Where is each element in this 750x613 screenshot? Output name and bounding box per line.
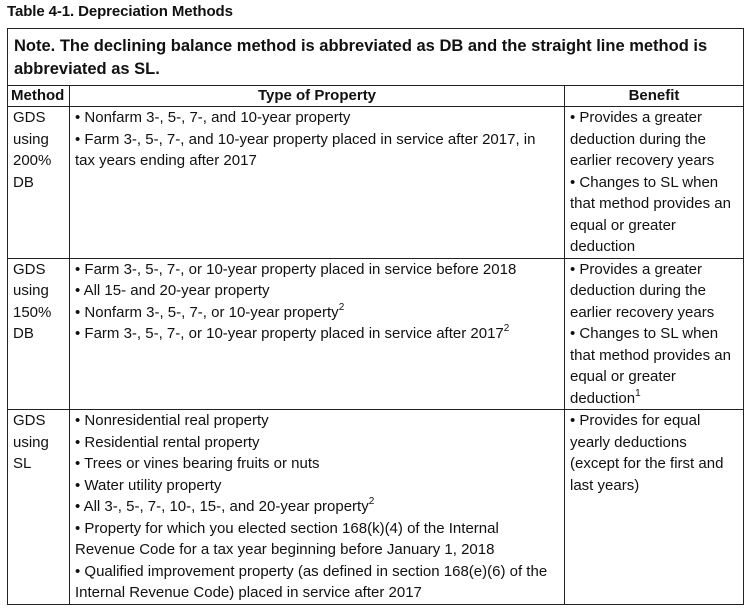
table-row <box>8 107 744 259</box>
method-cell: GDS using 200% DB <box>8 107 70 259</box>
type-item: • Farm 3-, 5-, 7-, or 10-year property placed in service after 2017$^2$ <box>75 323 510 342</box>
table-caption: Table 4-1. Depreciation Methods <box>7 3 233 20</box>
benefit-item: • Provides for equal yearly deductions (except for the first and last years) <box>570 412 724 494</box>
benefit-item: • Changes to SL when that method provides an equal or greater deduction <box>570 173 731 255</box>
type-cell <box>70 258 565 410</box>
method-cell: GDS using SL <box>8 410 70 605</box>
benefit-cell <box>565 258 744 410</box>
footnote-ref: 2 <box>338 301 345 313</box>
table-note: Note. The declining balance method is abbreviated as DB and the straight line method is abbreviated as SL. <box>8 29 744 86</box>
header-benefit: Benefit <box>565 86 744 107</box>
table-row <box>8 410 744 605</box>
header-type-of-property: Type of Property <box>70 86 565 107</box>
header-method: Method <box>8 86 70 107</box>
footnote-ref: 1 <box>635 387 641 399</box>
header-row <box>8 86 744 107</box>
type-item: • Qualified improvement property (as defined in section 168(e)(6) of the Internal Revenue Code) placed in service after 2017 <box>75 562 548 601</box>
table-row <box>8 258 744 410</box>
type-item: • Residential rental property <box>75 433 260 451</box>
type-item: • Nonfarm 3-, 5-, 7-, or 10-year property$^2$ <box>75 301 345 321</box>
type-item: • Water utility property <box>75 476 222 494</box>
type-item: • Nonfarm 3-, 5-, 7-, and 10-year property <box>75 109 351 126</box>
type-item: • All 15- and 20-year property <box>75 282 270 299</box>
type-cell <box>70 107 565 259</box>
type-item: • Farm 3-, 5-, 7-, or 10-year property placed in service before 2018 <box>75 260 517 278</box>
benefit-cell <box>565 107 744 259</box>
type-item: • Farm 3-, 5-, 7-, and 10-year property placed in service after 2017, in tax years ending after 2017 <box>75 130 536 169</box>
type-item: • All 3-, 5-, 7-, 10-, 15-, and 20-year property$^2$ <box>75 496 375 515</box>
type-item: • Trees or vines bearing fruits or nuts <box>75 455 320 472</box>
benefit-cell <box>565 410 744 605</box>
benefit-item: • Provides a greater deduction during the earlier recovery years <box>570 109 715 169</box>
footnote-ref: 2 <box>368 496 375 507</box>
footnote-ref: 2 <box>503 323 510 334</box>
note-row <box>8 29 744 86</box>
method-cell: GDS using 150% DB <box>8 258 70 410</box>
type-item: • Nonresidential real property <box>75 412 269 429</box>
benefit-item: • Changes to SL when that method provides an equal or greater deduction$^1$ <box>570 325 731 407</box>
type-cell <box>70 410 565 605</box>
benefit-item: • Provides a greater deduction during the earlier recovery years <box>570 260 715 321</box>
depreciation-methods-table <box>7 28 744 605</box>
type-item: • Property for which you elected section 168(k)(4) of the Internal Revenue Code for a tax year beginning before January 1, 2018 <box>75 519 499 558</box>
